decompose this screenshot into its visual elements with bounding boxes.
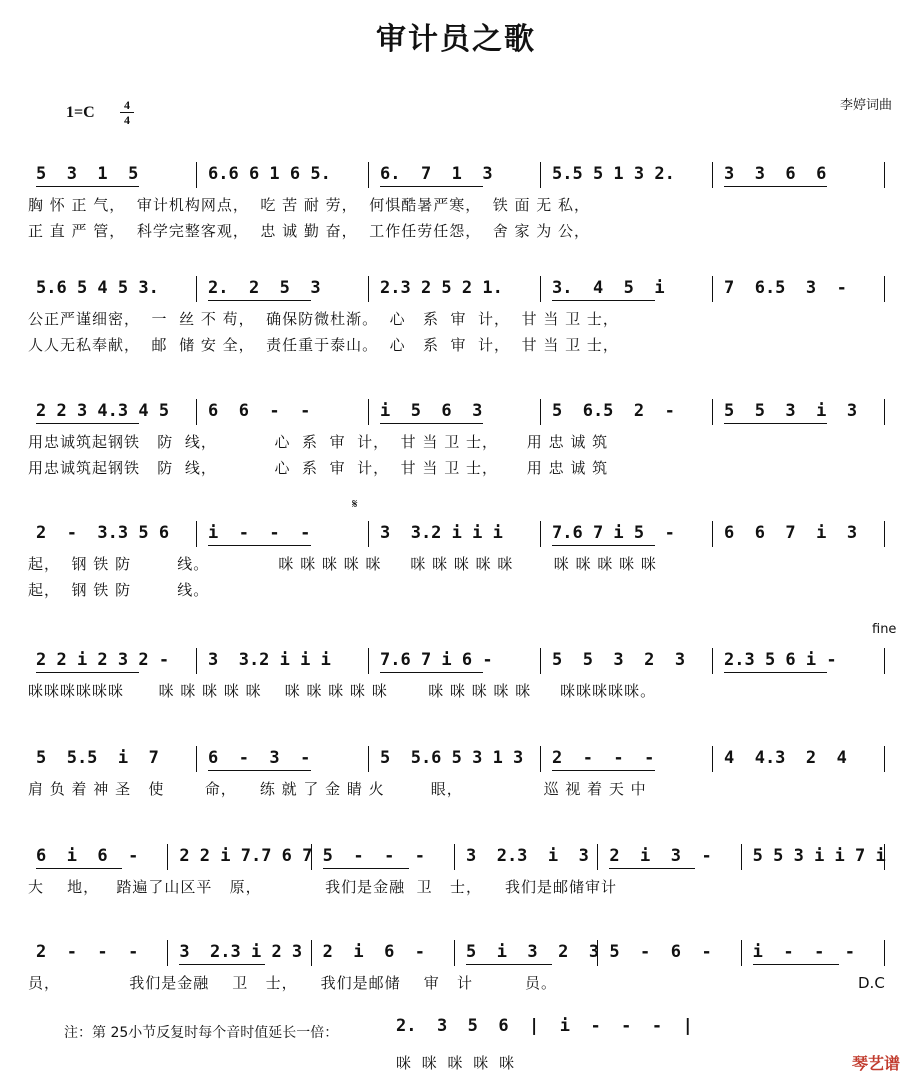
footnote-notes: 2. 3 5 6 | i - - - | [396, 1016, 693, 1036]
beam-underline [724, 423, 827, 424]
music-system [28, 158, 888, 268]
barline [741, 844, 742, 870]
meter-top: 4 [124, 98, 130, 112]
barline [196, 746, 197, 772]
barline [196, 399, 197, 425]
beam-underline [466, 964, 552, 965]
page-title: 审计员之歌 [376, 22, 536, 57]
notes-row [28, 517, 888, 549]
measure: 6 - 3 - [208, 748, 311, 768]
site-logo: 琴艺谱 [851, 1054, 900, 1073]
barline [368, 746, 369, 772]
dc-marker: D.C [858, 974, 885, 992]
barline [368, 162, 369, 188]
barline [540, 648, 541, 674]
barline [540, 746, 541, 772]
music-system [28, 517, 888, 627]
lyrics-verse-1: 咪咪咪咪咪咪 咪 咪 咪 咪 咪 咪 咪 咪 咪 咪 咪 咪 咪 咪 咪 咪咪咪咪咪。 [28, 682, 657, 700]
beam-underline [724, 186, 827, 187]
beam-underline [36, 672, 139, 673]
barline [167, 844, 168, 870]
barline [884, 399, 885, 425]
fine-marker: fine [872, 622, 897, 637]
beam-underline [36, 868, 122, 869]
barline [167, 940, 168, 966]
lyrics-verse-2: 人人无私奉献， 邮 储 安 全， 责任重于泰山。 心 系 审 计， 甘 当 卫 士， [28, 336, 619, 354]
measure: i 5 6 3 [380, 401, 483, 421]
beam-underline [380, 186, 483, 187]
music-system [28, 644, 888, 754]
barline [196, 162, 197, 188]
measure: i - - - [752, 942, 856, 962]
barline [712, 746, 713, 772]
barline [196, 521, 197, 547]
measure: 6 i 6 - [36, 846, 139, 866]
measure: 2 2 3 4.3 4 5 [36, 401, 170, 421]
measure: 6 6 7 i 3 [724, 523, 858, 543]
meter-bottom: 4 [124, 113, 130, 127]
notes-row [28, 395, 888, 427]
beam-underline [380, 672, 483, 673]
barline [884, 746, 885, 772]
lyrics-verse-1: 起， 钢 铁 防 线。 咪 咪 咪 咪 咪 咪 咪 咪 咪 咪 咪 咪 咪 咪 咪 [28, 555, 657, 573]
measure: 3 3.2 i i i [380, 523, 503, 543]
measure: 2.3 2 5 2 1. [380, 278, 503, 298]
notes-row [28, 742, 888, 774]
barline [597, 940, 598, 966]
measure: 2 - - - [36, 942, 139, 962]
measure: 5 - 6 - [609, 942, 712, 962]
measure: 2 - 3.3 5 6 [36, 523, 170, 543]
barline [884, 648, 885, 674]
beam-underline [552, 770, 655, 771]
lyrics-verse-1: 大 地， 踏遍了山区平 原， 我们是金融 卫 士， 我们是邮储审计 [28, 878, 618, 896]
measure: 7.6 7 i 5 - [552, 523, 675, 543]
barline [368, 521, 369, 547]
lyrics-verse-1: 公正严谨细密， 一 丝 不 苟， 确保防微杜渐。 心 系 审 计， 甘 当 卫 士， [28, 310, 619, 328]
measure: 5 5 3 2 3 [552, 650, 686, 670]
credit-text: 李婷词曲 [839, 98, 892, 113]
measure: 2.3 5 6 i - [724, 650, 837, 670]
beam-underline [609, 868, 695, 869]
measure: i - - - [208, 523, 311, 543]
beam-underline [380, 423, 483, 424]
measure: 7 6.5 3 - [724, 278, 847, 298]
notes-row [28, 272, 888, 304]
measure: 5 3 1 5 [36, 164, 139, 184]
music-system [28, 395, 888, 505]
beam-underline [208, 770, 311, 771]
footnote-lyrics: 咪 咪 咪 咪 咪 [396, 1054, 518, 1072]
measure: 5 5 3 i i 7 i [752, 846, 886, 866]
measure: 5.5 5 1 3 2. [552, 164, 675, 184]
barline [196, 648, 197, 674]
barline [540, 521, 541, 547]
beam-underline [36, 186, 139, 187]
barline [712, 162, 713, 188]
measure: 3 3.2 i i i [208, 650, 331, 670]
measure: 6.6 6 1 6 5. [208, 164, 331, 184]
measure: 5 5.6 5 3 1 3 [380, 748, 524, 768]
beam-underline [323, 868, 409, 869]
measure: 6. 7 1 3 [380, 164, 493, 184]
barline [884, 276, 885, 302]
music-system [28, 840, 888, 950]
key-signature: 1=C [66, 104, 95, 121]
measure: 3 2.3 i 3 [466, 846, 589, 866]
measure: 2 i 6 - [322, 942, 426, 962]
measure: 3 3 6 6 [724, 164, 827, 184]
measure: 7.6 7 i 6 - [380, 650, 493, 670]
measure: 5 5 3 i 3 [724, 401, 858, 421]
time-signature [120, 99, 134, 126]
barline [884, 521, 885, 547]
beam-underline [552, 300, 655, 301]
beam-underline [208, 300, 311, 301]
music-system [28, 272, 888, 382]
barline [540, 162, 541, 188]
measure: 4 4.3 2 4 [724, 748, 847, 768]
barline [454, 844, 455, 870]
measure: 2 - - - [552, 748, 655, 768]
barline [368, 648, 369, 674]
beam-underline [724, 672, 827, 673]
measure: 2 i 3 - [609, 846, 712, 866]
lyrics-verse-2: 正 直 严 管， 科学完整客观， 忠 诚 勤 奋， 工作任劳任怨， 舍 家 为 公， [28, 222, 591, 240]
barline [368, 276, 369, 302]
lyrics-verse-2: 用忠诚筑起钢铁 防 线， 心 系 审 计， 甘 当 卫 士， 用 忠 诚 筑 [28, 459, 609, 477]
barline [454, 940, 455, 966]
lyrics-verse-2: 起， 钢 铁 防 线。 [28, 581, 210, 599]
barline [712, 648, 713, 674]
measure: 2 2 i 2 3 2 - [36, 650, 170, 670]
measure: 5 5.5 i 7 [36, 748, 159, 768]
measure: 2 2 i 7.7 6 7 [179, 846, 313, 866]
notes-row [28, 936, 888, 968]
beam-underline [179, 964, 265, 965]
barline [540, 276, 541, 302]
barline [884, 162, 885, 188]
measure: 3. 4 5 i [552, 278, 665, 298]
notes-row [28, 840, 888, 872]
footnote-text: 注：第 25小节反复时每个音时值延长一倍： [64, 1025, 339, 1041]
barline [884, 844, 885, 870]
barline [712, 276, 713, 302]
barline [741, 940, 742, 966]
beam-underline [552, 545, 655, 546]
beam-underline [36, 423, 139, 424]
measure: 6 6 - - [208, 401, 311, 421]
barline [712, 521, 713, 547]
lyrics-verse-1: 用忠诚筑起钢铁 防 线， 心 系 审 计， 甘 当 卫 士， 用 忠 诚 筑 [28, 433, 609, 451]
measure: 5.6 5 4 5 3. [36, 278, 159, 298]
lyrics-verse-1: 肩 负 着 神 圣 使 命， 练 就 了 金 睛 火 眼， 巡 视 着 天 中 [28, 780, 647, 798]
lyrics-verse-1: 胸 怀 正 气， 审计机构网点， 吃 苦 耐 劳， 何惧酷暑严寒， 铁 面 无 私， [28, 196, 591, 214]
barline [311, 844, 312, 870]
measure: 3 2.3 i 2 3 [179, 942, 303, 962]
measure: 5 - - - [322, 846, 426, 866]
notes-row [28, 158, 888, 190]
segno-marker: 𝄋 [352, 497, 358, 512]
measure: 2. 2 5 3 [208, 278, 321, 298]
barline [368, 399, 369, 425]
music-system [28, 742, 888, 852]
notes-row [28, 644, 888, 676]
barline [196, 276, 197, 302]
barline [712, 399, 713, 425]
measure: 5 6.5 2 - [552, 401, 675, 421]
barline [597, 844, 598, 870]
barline [540, 399, 541, 425]
measure: 5 i 3 2 3 [466, 942, 600, 962]
barline [884, 940, 885, 966]
lyrics-verse-1: 员， 我们是金融 卫 士， 我们是邮储 审 计 员。 [28, 974, 557, 992]
beam-underline [753, 964, 839, 965]
beam-underline [208, 545, 311, 546]
barline [311, 940, 312, 966]
